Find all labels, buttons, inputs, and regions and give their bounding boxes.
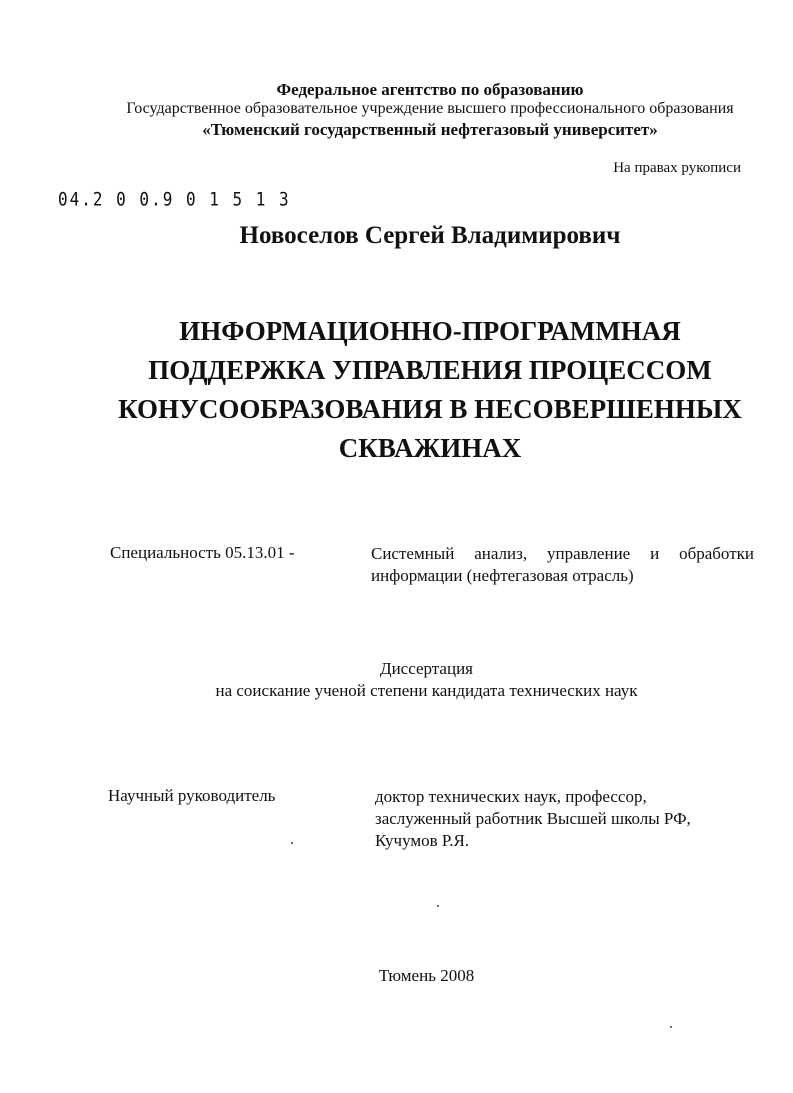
institution-name: Государственное образовательное учреждение высшего профессионального образования: [126, 100, 734, 117]
university-name: «Тюменский государственный нефтегазовый университет»: [202, 120, 658, 139]
supervisor-details: [375, 786, 691, 852]
author-name: Новоселов Сергей Владимирович: [239, 222, 621, 249]
city-year: Тюмень 2008: [378, 966, 475, 985]
scan-speck: [291, 842, 293, 844]
agency-name: Федеральное агентство по образованию: [276, 80, 584, 99]
scan-speck: [437, 905, 439, 907]
specialty-label: Специальность 05.13.01 -: [110, 543, 295, 562]
supervisor-line: заслуженный работник Высшей школы РФ,: [375, 809, 691, 828]
dissertation-type: [0, 658, 793, 702]
specialty-value: Системный анализ, управление и обработки информации (нефтегазовая отрасль): [371, 544, 754, 585]
supervisor-line: доктор технических наук, профессор,: [375, 787, 647, 806]
supervisor-line: Кучумов Р.Я.: [375, 831, 470, 850]
dissertation-line: Диссертация: [379, 659, 473, 678]
dissertation-title: [100, 312, 760, 468]
title-line: ПОДДЕРЖКА УПРАВЛЕНИЯ ПРОЦЕССОМ: [148, 355, 712, 385]
rights-note: На правах рукописи: [613, 160, 741, 176]
dissertation-line: на соискание ученой степени кандидата технических наук: [215, 681, 638, 700]
scan-speck: [670, 1026, 672, 1028]
registration-stamp: 04.2 0 0.9 0 1 5 1 3: [58, 188, 291, 210]
supervisor-label: Научный руководитель: [108, 786, 276, 805]
title-line: КОНУСООБРАЗОВАНИЯ В НЕСОВЕРШЕННЫХ: [118, 394, 742, 424]
title-line: СКВАЖИНАХ: [338, 433, 522, 463]
title-line: ИНФОРМАЦИОННО-ПРОГРАММНАЯ: [179, 316, 681, 346]
